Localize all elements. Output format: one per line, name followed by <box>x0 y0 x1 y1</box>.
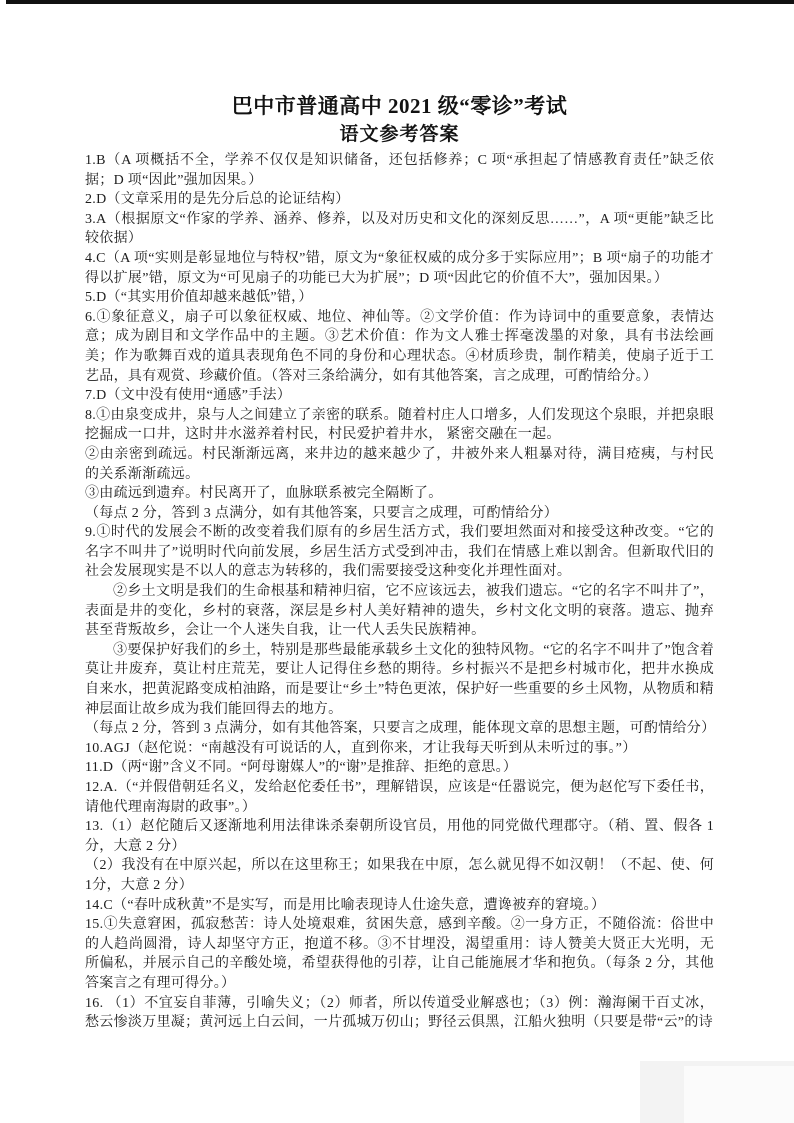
answer-paragraph: 13.（1）赵佗随后又逐渐地利用法律诛杀秦朝所设官员，用他的同党做代理郡守。（稍、置、假各 1 分，大意 2 分） <box>85 819 714 854</box>
document-subtitle: 语文参考答案 <box>339 124 460 145</box>
answer-paragraph: 2.D（文章采用的是先分后总的论证结构） <box>85 192 350 208</box>
answer-paragraph: 15.①失意窘困，孤寂愁苦：诗人处境艰难，贫困失意，感到辛酸。②一身方正，不随俗流：俗世中的人趋尚圆滑，诗人却坚守方正，抱道不移。③不甘埋没，渴望重用：诗人赞美大贤正大光明，无所偏私，并展示自己的辛酸处境，希望获得他的引荐，让自己能施展才华和抱负。（每条 2 分，其他答案言之有理可得分。） <box>85 917 714 991</box>
answer-paragraph: 1.B（A 项概括不全，学养不仅仅是知识储备，还包括修养；C 项“承担起了情感教育责任”缺乏依据；D 项“因此”强加因果。） <box>85 153 714 188</box>
answer-paragraph: （2）我没有在中原兴起，所以在这里称王；如果我在中原，怎么就见得不如汉朝！（不起、使、何 1分，大意 2 分） <box>85 858 714 893</box>
answer-paragraph: ②乡土文明是我们的生命根基和精神归宿，它不应该远去，被我们遗忘。“它的名字不叫井了”，表面是井的变化，乡村的衰落，深层是乡村人美好精神的遗失，乡村文化文明的衰落。遗忘、抛弃甚至背叛故乡，会让一个人迷失自我，让一代人丢失民族精神。 <box>85 584 714 639</box>
answer-paragraph: 3.A（根据原文“作家的学养、涵养、修养，以及对历史和文化的深刻反思……”，A 项“更能”缺乏比较依据） <box>85 211 714 247</box>
answer-paragraph: 8.①由泉变成井，泉与人之间建立了亲密的联系。随着村庄人口增多，人们发现这个泉眼，并把泉眼挖掘成一口井，这时井水滋养着村民，村民爱护着井水， 紧密交融在一起。 <box>85 407 714 443</box>
scan-artifact-bottom-right <box>640 1061 794 1123</box>
document-title: 巴中市普通高中 2021 级“零诊”考试 <box>231 94 568 118</box>
answer-paragraph: 7.D（文中没有使用“通感”手法） <box>85 388 292 404</box>
answer-paragraph: （每点 2 分，答到 3 点满分，如有其他答案，只要言之成理，可酌情给分） <box>85 505 559 521</box>
answer-paragraph: 16. （1）不宜妄自菲薄，引喻失义；（2）师者，所以传道受业解惑也；（3）例：瀚海阑干百丈冰，愁云惨淡万里凝；黄河远上白云间，一片孤城万仞山；野径云俱黑，江船火独明（只要是带“云”的诗 <box>85 995 714 1031</box>
answer-paragraph: 6.①象征意义，扇子可以象征权威、地位、神仙等。②文学价值：作为诗词中的重要意象，表情达意；成为剧目和文学作品中的主题。③艺术价值：作为文人雅士挥毫泼墨的对象，具有书法绘画美；作为歌舞百戏的道具表现角色不同的身份和心理状态。④材质珍贵，制作精美，使扇子近于工艺品，具有观赏、珍藏价值。（答对三条给满分，如有其他答案，言之成理，可酌情给分。） <box>85 309 714 384</box>
answer-paragraph: 5.D（“其实用价值却越来越低”错，） <box>85 290 313 306</box>
answer-paragraph: ③要保护好我们的乡土，特别是那些最能承载乡土文化的独特风物。“它的名字不叫井了”饱含着莫让井废弃，莫让村庄荒芜，要让人记得住乡愁的期待。乡村振兴不是把乡村城市化，把井水换成自来水，把黄泥路变成柏油路，而是要让“乡土”特色更浓，保护好一些重要的乡土风物，从物质和精神层面让故乡成为我们能回得去的地方。 <box>85 642 714 717</box>
answer-paragraph: ③由疏远到遗弃。村民离开了，血脉联系被完全隔断了。 <box>85 486 443 502</box>
answer-paragraph: 11.D（两“谢”含义不同。“阿母谢媒人”的“谢”是推辞、拒绝的意思。） <box>85 760 518 776</box>
answer-paragraph: 14.C（“春叶成秋黄”不是实写，而是用比喻表现诗人仕途失意，遭谗被弃的窘境。） <box>85 897 606 913</box>
answer-paragraph: ②由亲密到疏远。村民渐渐远离，来井边的越来越少了，井被外来人粗暴对待，满目疮痍，与村民的关系渐渐疏远。 <box>85 446 714 482</box>
document-content <box>85 92 714 1033</box>
answer-paragraph: 4.C（A 项“实则是彰显地位与特权”错，原文为“象征权威的成分多于实际应用”；B 项“扇子的功能才得以扩展”错，原文为“可见扇子的功能已大为扩展”；D 项“因此它的价值不大”，强加因果。） <box>85 250 714 286</box>
answer-paragraph: 9.①时代的发展会不断的改变着我们原有的乡居生活方式，我们要坦然面对和接受这种改变。“它的名字不叫井了”说明时代向前发展，乡居生活方式受到冲击，我们在情感上难以割舍。但新取代旧的社会发展现实是不以人的意志为转移的，我们需要接受这种变化并理性面对。 <box>85 525 714 580</box>
answer-paragraph: （每点 2 分，答到 3 点满分，如有其他答案，只要言之成理，能体现文章的思想主题，可酌情给分） <box>85 721 716 737</box>
answer-paragraph: 12.A.（“并假借朝廷名义，发给赵佗委任书”，理解错误，应该是“任嚣说完，便为赵佗写下委任书，请他代理南海尉的政事”。） <box>85 780 714 815</box>
scan-artifact-top-line <box>6 0 794 4</box>
answer-list <box>85 151 714 1033</box>
scan-artifact-inner <box>684 1066 794 1123</box>
answer-paragraph: 10.AGJ（赵佗说：“南越没有可说话的人，直到你来，才让我每天听到从未听过的事。”） <box>85 740 637 756</box>
